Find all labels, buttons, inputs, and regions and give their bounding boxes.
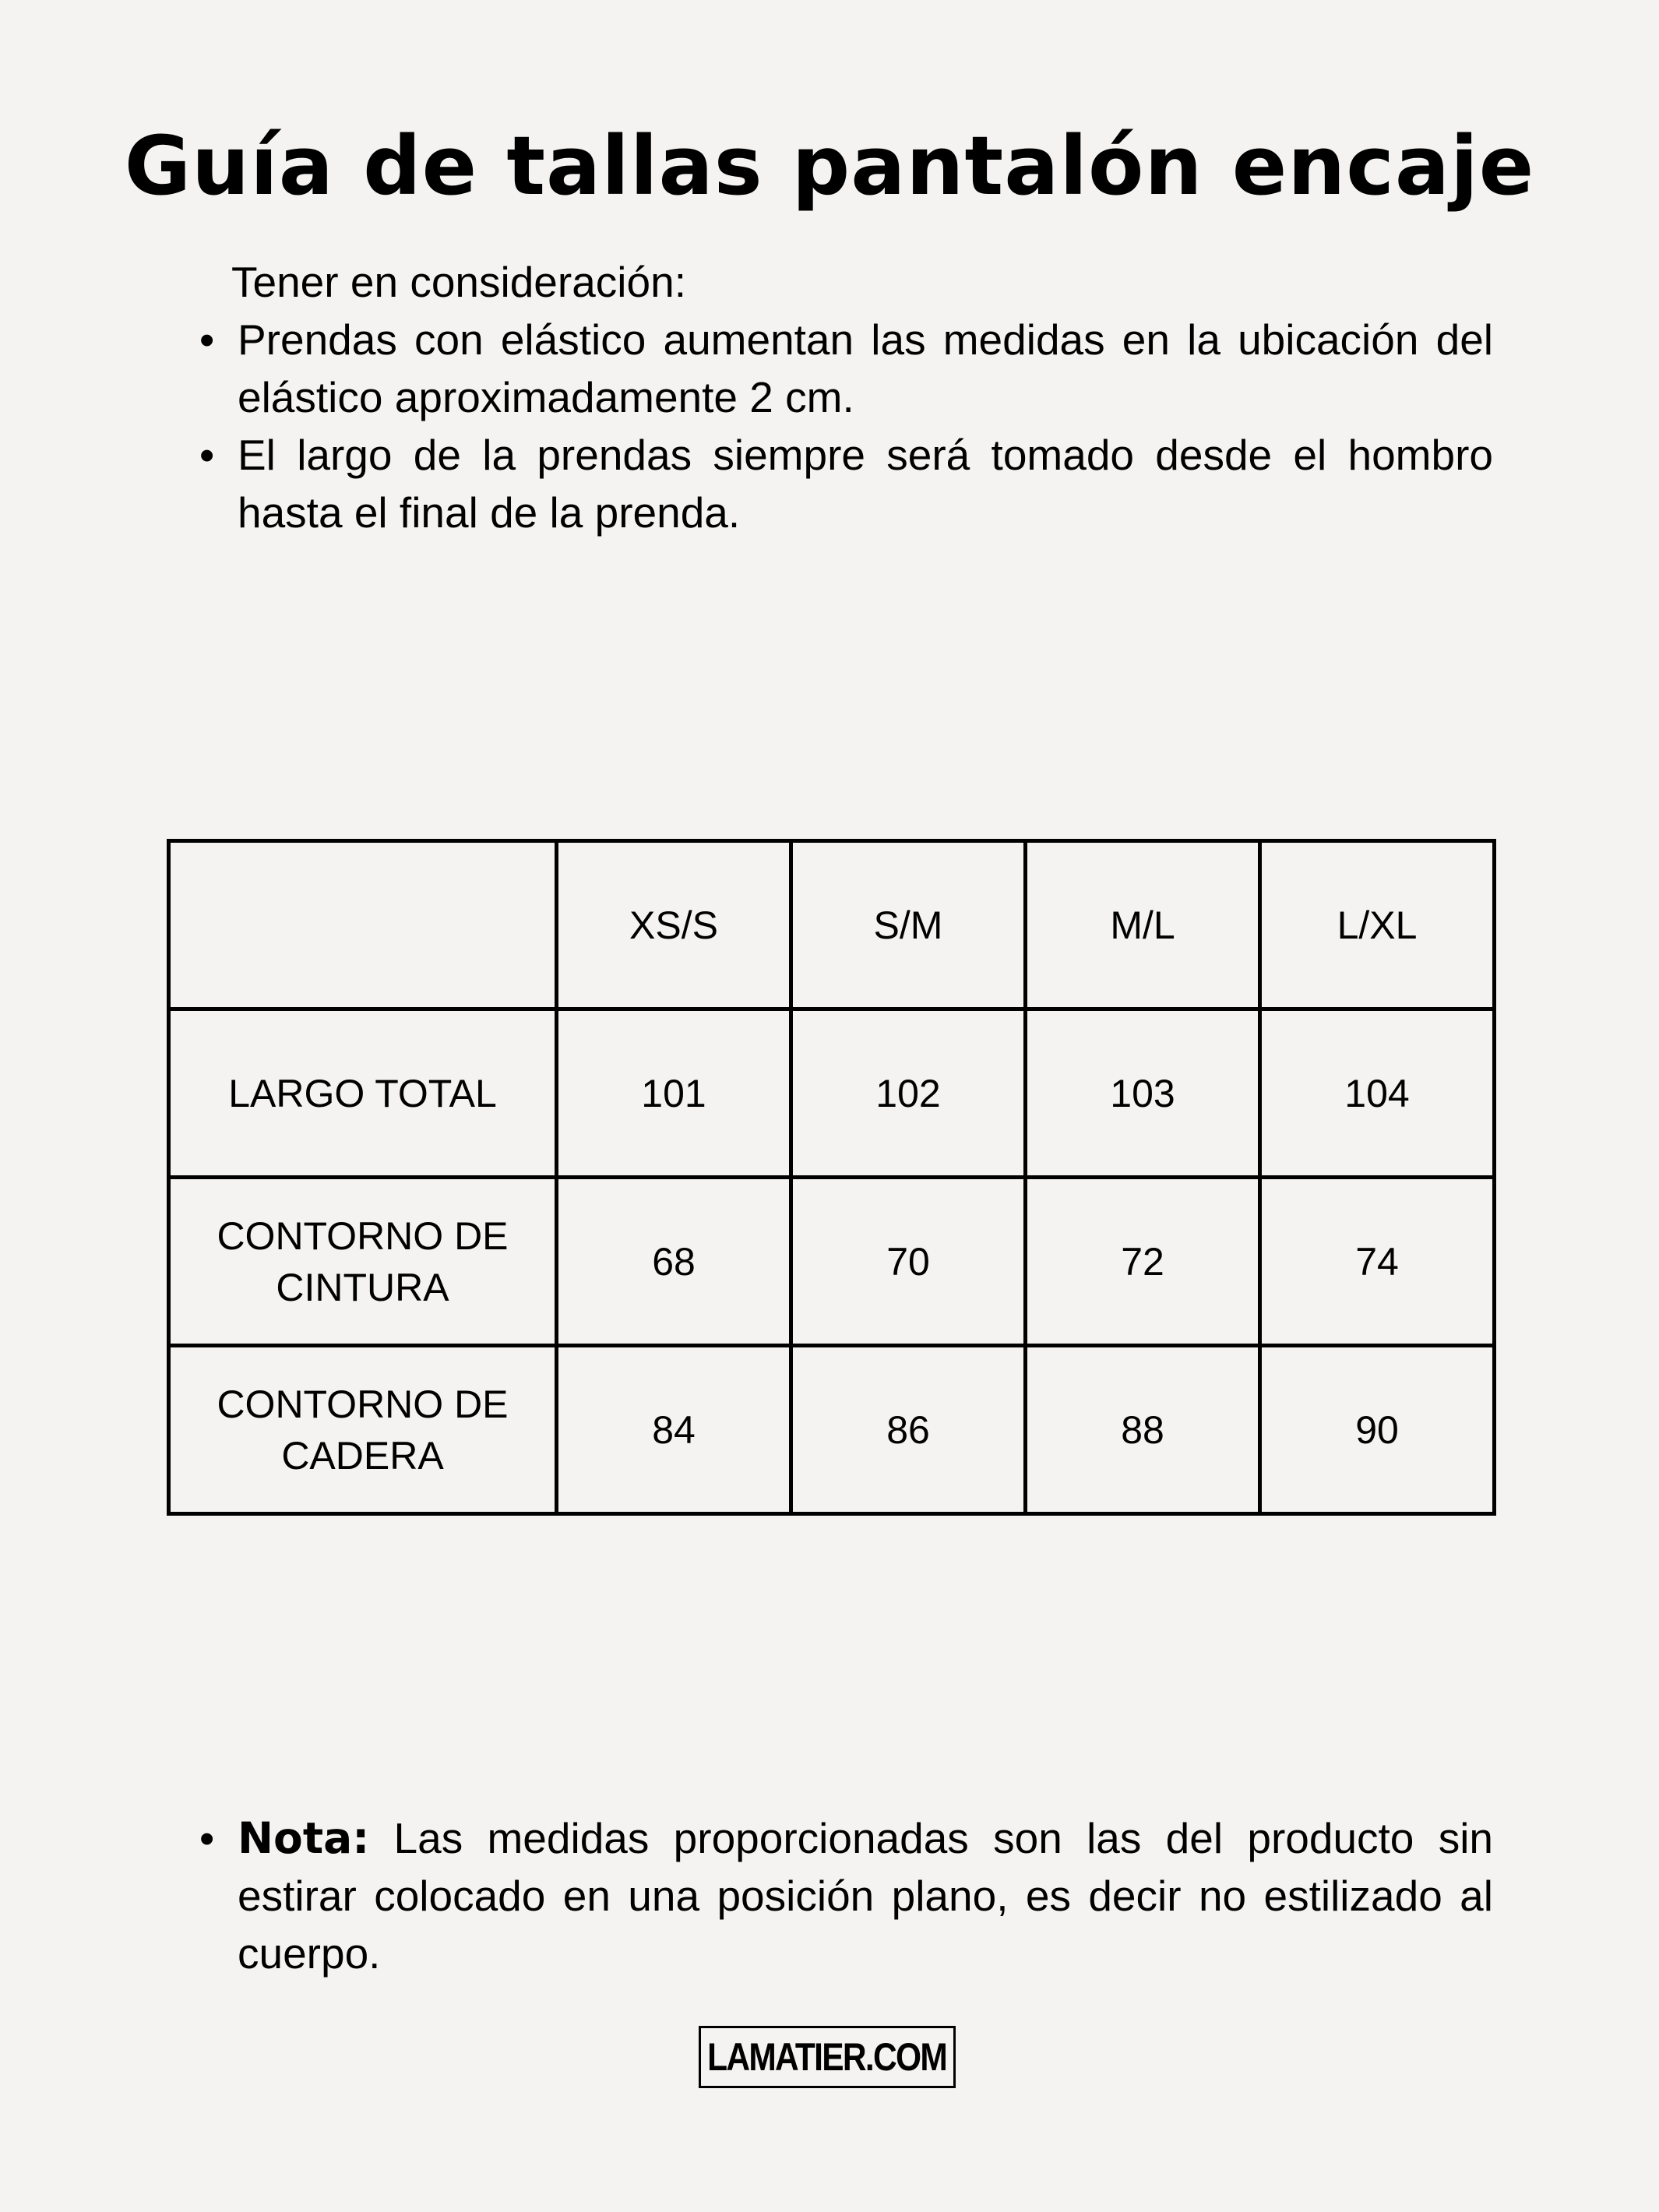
table-cell: 90 bbox=[1260, 1346, 1495, 1514]
list-item bbox=[181, 426, 1493, 541]
note-section bbox=[181, 1809, 1493, 1982]
table-header-size: L/XL bbox=[1260, 841, 1495, 1009]
bullet-icon: • bbox=[199, 431, 215, 479]
list-item bbox=[181, 311, 1493, 426]
table-cell: 104 bbox=[1260, 1009, 1495, 1178]
table-row bbox=[169, 1009, 1495, 1178]
table-cell: 74 bbox=[1260, 1178, 1495, 1346]
table-cell: 68 bbox=[557, 1178, 791, 1346]
table-header-row bbox=[169, 841, 1495, 1009]
row-label: CONTORNO DE CINTURA bbox=[169, 1178, 557, 1346]
considerations-lead: Tener en consideración: bbox=[231, 258, 686, 306]
table-cell: 72 bbox=[1026, 1178, 1260, 1346]
table-header-size: XS/S bbox=[557, 841, 791, 1009]
table-cell: 86 bbox=[791, 1346, 1026, 1514]
table-header-size: S/M bbox=[791, 841, 1026, 1009]
table-header-size: M/L bbox=[1026, 841, 1260, 1009]
brand-text: LAMATIER.COM bbox=[707, 2035, 947, 2079]
brand-link[interactable] bbox=[699, 2026, 956, 2088]
table-cell: 102 bbox=[791, 1009, 1026, 1178]
table-cell: 101 bbox=[557, 1009, 791, 1178]
row-label: LARGO TOTAL bbox=[169, 1009, 557, 1178]
note-label: Nota: bbox=[238, 1813, 370, 1863]
note-text: Las medidas proporcionadas son las del producto sin estirar colocado en una posición plano, es decir no estilizado al cuerpo. bbox=[238, 1814, 1493, 1978]
table-cell: 103 bbox=[1026, 1009, 1260, 1178]
table-header-empty bbox=[169, 841, 557, 1009]
size-table bbox=[167, 839, 1496, 1516]
table-cell: 84 bbox=[557, 1346, 791, 1514]
table-row bbox=[169, 1346, 1495, 1514]
table-row bbox=[169, 1178, 1495, 1346]
table-cell: 70 bbox=[791, 1178, 1026, 1346]
page-title: Guía de tallas pantalón encaje bbox=[124, 118, 1535, 213]
bullet-icon: • bbox=[199, 1814, 215, 1862]
list-item bbox=[181, 1809, 1493, 1982]
considerations-list bbox=[181, 311, 1493, 541]
considerations-section bbox=[181, 253, 1493, 541]
table-cell: 88 bbox=[1026, 1346, 1260, 1514]
note-list bbox=[181, 1809, 1493, 1982]
list-item-text: El largo de la prendas siempre será tomado desde el hombro hasta el final de la prenda. bbox=[238, 431, 1493, 537]
row-label: CONTORNO DE CADERA bbox=[169, 1346, 557, 1514]
bullet-icon: • bbox=[199, 315, 215, 364]
list-item-text: Prendas con elástico aumentan las medidas en la ubicación del elástico aproximadamente 2 cm. bbox=[238, 315, 1493, 421]
